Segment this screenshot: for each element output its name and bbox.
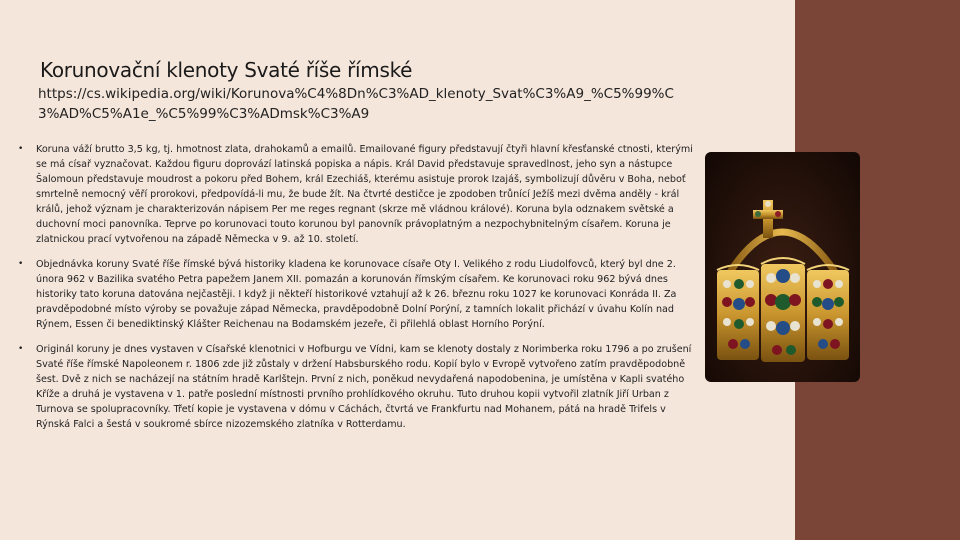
bullet-list — [18, 142, 703, 442]
bullet-icon: • — [18, 344, 24, 354]
bullet-item — [18, 257, 703, 332]
bullet-text: Koruna váží brutto 3,5 kg, tj. hmotnost zlata, drahokamů a emailů. Emailované figury představují čtyři hlavní křesťanské ctnosti, kterými se má císař vyznačovat. Každou figuru doprovází latinská popiska a nápis. Král David představuje spravedlnost, jeho syn a nástupce Šalomoun představuje moudrost a pokoru před Bohem, král Ezechiáš, kterému asistuje prorok Izajáš, symbolizují důvěru v Boha, neboť smrtelně nemocný věří prorokovi, předpovídá-li mu, že bude žít. Na čtvrté destičce je zpodoben trůnící Ježíš mezi dvěma anděly - král králů, jehož význam je charakterizován nápisem Per me reges regnant (skrze mě vládnou králové). Koruna byla odznakem světské a duchovní moci panovníka. Teprve po korunovaci touto korunou byl panovník právoplatným a nezpochybnitelným císařem. Koruna je zlatnickou prací vytvořenou na západě Německa v 9. až 10. století. — [36, 144, 693, 245]
bullet-text: Objednávka koruny Svaté říše římské bývá historiky kladena ke korunovace císaře Oty I. Velikého z rodu Liudolfovců, který byl dne 2. února 962 v Bazilika svatého Petra papežem Janem XII. pomazán a korunován římským císařem. Ke korunovaci roku 962 bývá dnes historiky tato koruna datována nejčastěji. I když ji někteří historikové vztahují až k 26. březnu roku 1027 ke korunovaci Konráda II. Za pravděpodobné místo výroby se považuje západ Německa, pravděpodobně Dolní Porýní, z tamních lokalit přichází v úvahu Kolín nad Rýnem, Essen či benediktinský Klášter Reichenau na Bodamském jezeře, či přilehlá oblast Horního Porýní. — [36, 259, 677, 330]
slide-title: Korunovační klenoty Svaté říše římské — [40, 58, 413, 82]
bullet-icon: • — [18, 259, 24, 269]
crown-image — [705, 152, 860, 382]
crown-illustration — [705, 152, 860, 382]
bullet-text: Originál koruny je dnes vystaven v Císařské klenotnici v Hofburgu ve Vídni, kam se klenoty dostaly z Norimberka roku 1796 a po zrušení Svaté říše římské Napoleonem r. 1806 zde již zůstaly v držení Habsburského rodu. Kopií bylo v Evropě vytvořeno zatím pravděpodobně šest. Dvě z nich se nacházejí na státním hradě Karlštejn. První z nich, poněkud nevydařená napodobenina, je umístěna v Kapli svatého Kříže a druhá je vystavena v 1. patře poslední místnosti prvního prohlídkového okruhu. Tuto druhou kopii vytvořil zlatník Jiří Urban z Turnova se spolupracovníky. Třetí kopie je vystavena v dómu v Cáchách, čtvrtá ve Frankfurtu nad Mohanem, pátá na hradě Trifels v Rýnská Falci a šestá v soukromé sbírce nizozemského zlatníka v Rotterdamu. — [36, 344, 692, 430]
source-url[interactable]: https://cs.wikipedia.org/wiki/Korunova%C4%8Dn%C3%AD_klenoty_Svat%C3%A9_%C5%99%C3%AD%C5%A1e_%C5%99%C3%ADmsk%C3%A9 — [38, 86, 674, 122]
bullet-item — [18, 142, 703, 247]
bullet-icon: • — [18, 144, 24, 154]
bullet-item — [18, 342, 703, 432]
